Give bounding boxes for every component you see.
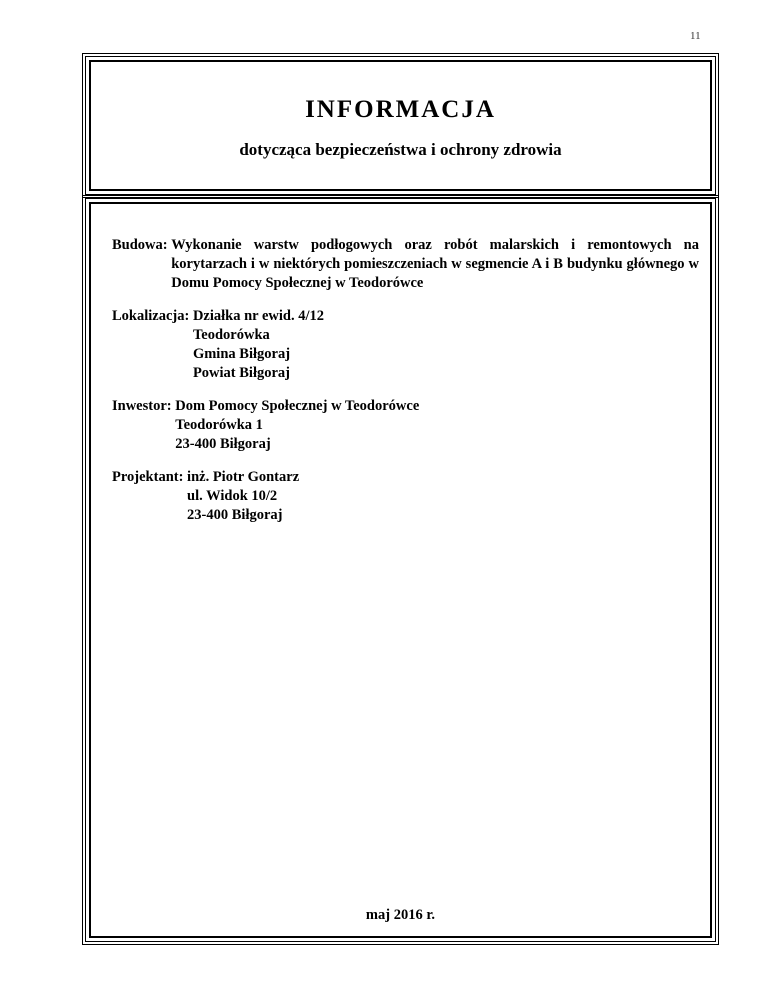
details-frame [82,195,719,945]
projektant-line: 23-400 Biłgoraj [187,507,283,523]
projektant-line: ul. Widok 10/2 [187,488,278,504]
projektant-section [112,468,699,525]
title-frame [82,53,719,198]
inwestor-line: 23-400 Biłgoraj [175,436,271,452]
page-number: 11 [690,30,701,42]
lokalizacja-line: Działka nr ewid. 4/12 [192,308,324,324]
budowa-label: Budowa: [112,237,172,253]
document-subtitle: dotycząca bezpieczeństwa i ochrony zdrowia [239,140,562,159]
inwestor-line: Teodorówka 1 [175,417,263,433]
inwestor-line: Dom Pomocy Społecznej w Teodorówce [175,398,420,414]
lokalizacja-section [112,307,699,383]
lokalizacja-values [193,307,324,383]
projektant-label: Projektant: [112,469,188,485]
lokalizacja-line: Powiat Biłgoraj [192,365,291,381]
inwestor-values [175,397,419,454]
projektant-line: inż. Piotr Gontarz [187,469,300,485]
document-date: maj 2016 r. [365,907,436,923]
lokalizacja-label: Lokalizacja: [112,308,193,324]
budowa-section [112,236,699,293]
details-content [112,236,699,539]
inwestor-label: Inwestor: [112,398,176,414]
lokalizacja-line: Gmina Biłgoraj [192,346,291,362]
budowa-value: Wykonanie warstw podłogowych oraz robót malarskich i remontowych na korytarzach i w niektórych pomieszczeniach w segmencie A i B budynku głównego w Domu Pomocy Społecznej w Teodorówce [171,237,699,291]
document-title: INFORMACJA [305,96,496,123]
inwestor-section [112,397,699,454]
projektant-values [187,468,299,525]
lokalizacja-line: Teodorówka [192,327,270,343]
